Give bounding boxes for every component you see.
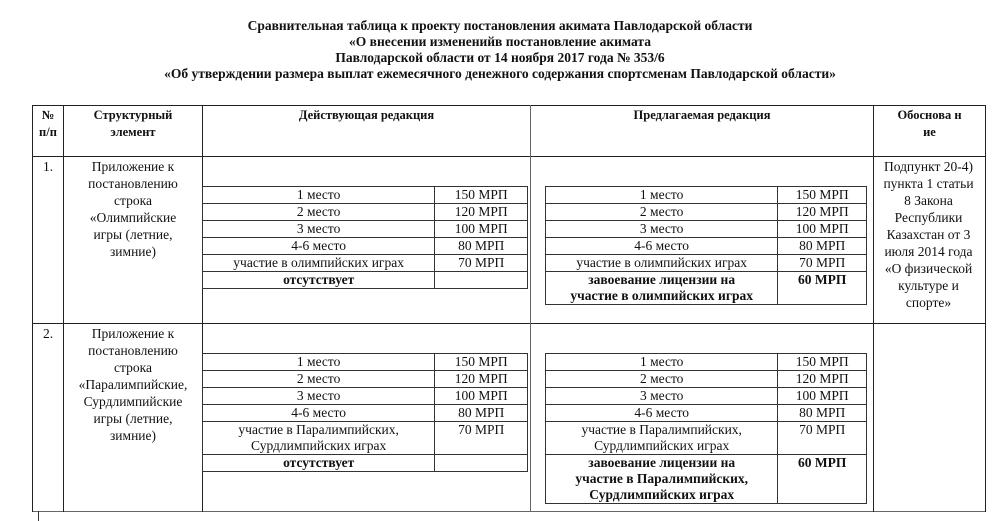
place-label: 3 место <box>203 221 435 238</box>
value-row <box>546 388 867 405</box>
payment-value: 120 МРП <box>435 371 528 388</box>
title-line: Сравнительная таблица к проекту постановления акимата Павлодарской области <box>247 18 753 33</box>
cursor-mark <box>38 511 39 521</box>
payment-value: 120 МРП <box>778 371 867 388</box>
place-label: 2 место <box>203 371 435 388</box>
value-row <box>203 422 528 455</box>
value-row <box>546 187 867 204</box>
payment-value: 100 МРП <box>778 388 867 405</box>
header-number: № п/п <box>39 108 57 139</box>
value-row <box>203 354 528 371</box>
table-top-border <box>32 105 985 106</box>
payment-value: 100 МРП <box>435 221 528 238</box>
payment-value: 70 МРП <box>435 422 528 455</box>
place-label: 3 место <box>546 221 778 238</box>
payment-value: 150 МРП <box>778 354 867 371</box>
value-row <box>203 371 528 388</box>
proposed-values-table <box>545 353 867 504</box>
document-title <box>0 18 1000 82</box>
payment-value: 60 МРП <box>778 455 867 504</box>
value-row <box>546 354 867 371</box>
payment-value <box>435 455 528 472</box>
current-values-table <box>202 353 528 472</box>
place-label: 3 место <box>546 388 778 405</box>
row1-bottom-border <box>32 323 985 324</box>
header-current: Действующая редакция <box>298 108 435 122</box>
value-row <box>203 272 528 289</box>
payment-value: 150 МРП <box>778 187 867 204</box>
payment-value: 70 МРП <box>778 422 867 455</box>
place-label: участие в олимпийских играх <box>546 255 778 272</box>
title-line: «О внесении измененийв постановление акимата <box>349 34 651 49</box>
place-label: 1 место <box>546 354 778 371</box>
payment-value: 80 МРП <box>778 405 867 422</box>
current-values-table <box>202 186 528 289</box>
place-label: 4-6 место <box>546 405 778 422</box>
place-label: 2 место <box>546 204 778 221</box>
payment-value: 120 МРП <box>435 204 528 221</box>
value-row <box>203 187 528 204</box>
payment-value <box>435 272 528 289</box>
table-bottom-border <box>32 511 985 512</box>
place-label: завоевание лицензии на участие в Паралимпийских, Сурдлимпийских играх <box>546 455 778 504</box>
value-row <box>203 255 528 272</box>
place-label: 2 место <box>203 204 435 221</box>
row-number: 1. <box>42 159 54 174</box>
value-row <box>546 255 867 272</box>
value-row <box>546 204 867 221</box>
row-number: 2. <box>42 326 54 341</box>
header-element: Структурный элемент <box>93 108 173 139</box>
place-label: участие в Паралимпийских, Сурдлимпийских играх <box>546 422 778 455</box>
payment-value: 70 МРП <box>778 255 867 272</box>
value-row <box>203 388 528 405</box>
place-label: отсутствует <box>203 272 435 289</box>
place-label: 4-6 место <box>203 405 435 422</box>
value-row <box>203 204 528 221</box>
title-line: «Об утверждении размера выплат ежемесячного денежного содержания спортсменам Павлодарской области» <box>164 66 836 81</box>
title-line: Павлодарской области от 14 ноября 2017 года № 353/6 <box>335 50 665 65</box>
header-proposed: Предлагаемая редакция <box>633 108 771 122</box>
value-row <box>546 422 867 455</box>
payment-value: 70 МРП <box>435 255 528 272</box>
place-label: 1 место <box>203 354 435 371</box>
value-row <box>546 272 867 305</box>
place-label: 3 место <box>203 388 435 405</box>
value-row <box>203 455 528 472</box>
payment-value: 60 МРП <box>778 272 867 305</box>
place-label: 4-6 место <box>203 238 435 255</box>
header-justification: Обоснова ние <box>897 108 962 139</box>
col-border <box>985 105 986 512</box>
value-row <box>203 221 528 238</box>
payment-value: 100 МРП <box>435 388 528 405</box>
place-label: участие в Паралимпийских, Сурдлимпийских играх <box>203 422 435 455</box>
place-label: 2 место <box>546 371 778 388</box>
payment-value: 150 МРП <box>435 354 528 371</box>
value-row <box>546 221 867 238</box>
header-bottom-border <box>32 156 985 157</box>
place-label: 1 место <box>203 187 435 204</box>
payment-value: 100 МРП <box>778 221 867 238</box>
payment-value: 80 МРП <box>435 238 528 255</box>
place-label: 1 место <box>546 187 778 204</box>
justification-text: Подпункт 20-4) пункта 1 статьи 8 Закона Республики Казахстан от 3 июля 2014 года «О физической культуре и спорте» <box>883 159 974 310</box>
value-row <box>203 405 528 422</box>
place-label: 4-6 место <box>546 238 778 255</box>
payment-value: 150 МРП <box>435 187 528 204</box>
value-row <box>546 238 867 255</box>
proposed-values-table <box>545 186 867 305</box>
place-label: завоевание лицензии на участие в олимпийских играх <box>546 272 778 305</box>
payment-value: 80 МРП <box>435 405 528 422</box>
payment-value: 80 МРП <box>778 238 867 255</box>
value-row <box>546 405 867 422</box>
place-label: участие в олимпийских играх <box>203 255 435 272</box>
value-row <box>203 238 528 255</box>
value-row <box>546 455 867 504</box>
row-element: Приложение к постановлению строка «Паралимпийские, Сурдлимпийские игры (летние, зимние) <box>78 326 188 443</box>
payment-value: 120 МРП <box>778 204 867 221</box>
place-label: отсутствует <box>203 455 435 472</box>
col-border <box>530 105 531 512</box>
row-element: Приложение к постановлению строка «Олимпийские игры (летние, зимние) <box>88 159 178 259</box>
value-row <box>546 371 867 388</box>
